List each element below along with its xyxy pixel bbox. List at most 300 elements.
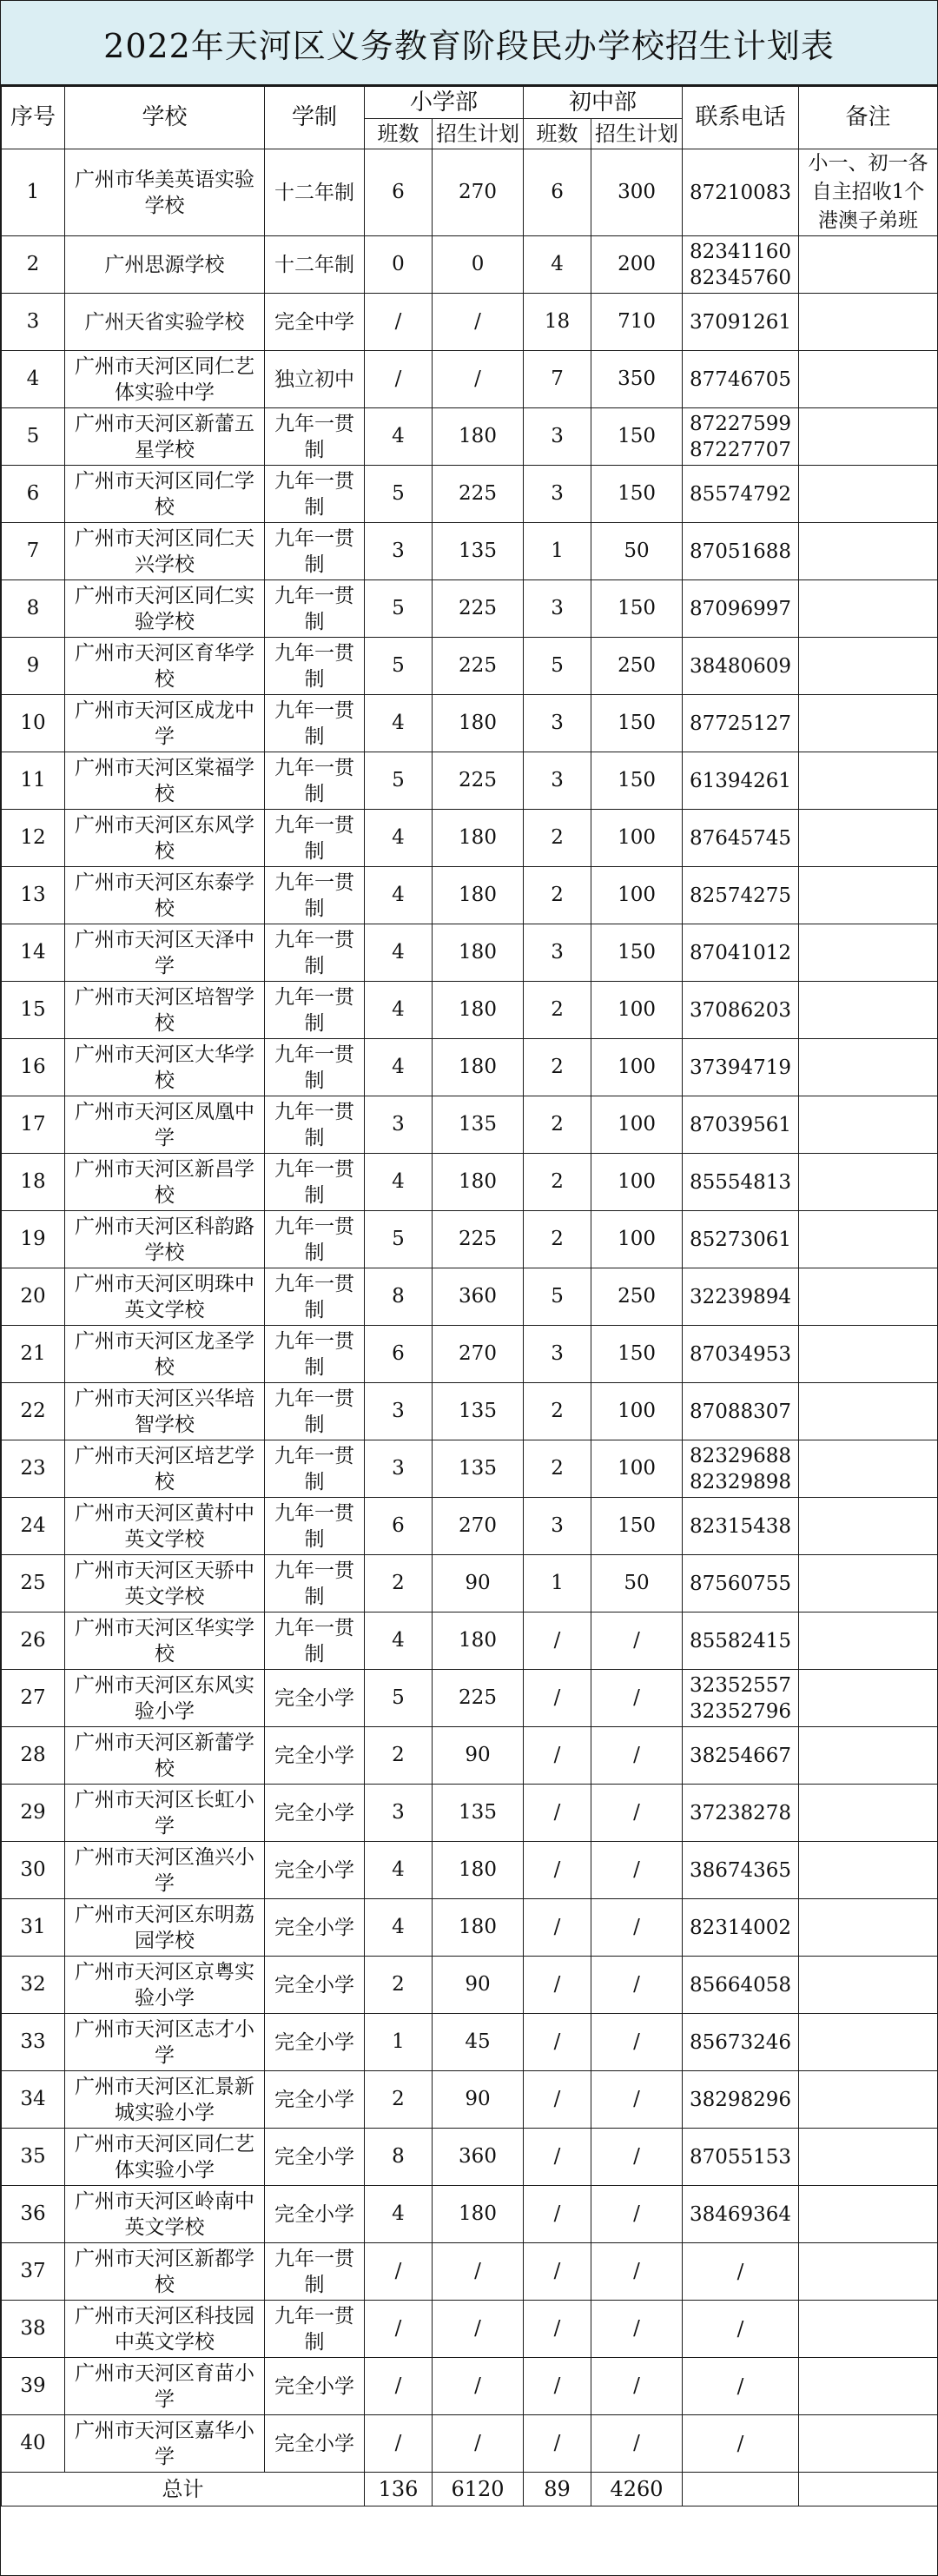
cell-primary-plan: / xyxy=(433,2358,524,2415)
cell-primary-plan: 135 xyxy=(433,1440,524,1498)
header-remark: 备注 xyxy=(799,87,938,149)
cell-remark xyxy=(799,2415,938,2473)
header-middle-classes: 班数 xyxy=(524,119,591,149)
cell-remark xyxy=(799,580,938,638)
cell-no: 9 xyxy=(2,638,65,695)
cell-phone: 87560755 xyxy=(683,1555,799,1612)
cell-no: 14 xyxy=(2,924,65,982)
cell-primary-classes: 5 xyxy=(365,1211,433,1268)
cell-primary-plan: 180 xyxy=(433,408,524,466)
cell-system: 九年一贯制 xyxy=(265,1498,365,1555)
cell-phone: 82574275 xyxy=(683,867,799,924)
table-row xyxy=(2,523,938,580)
cell-primary-plan: 180 xyxy=(433,1899,524,1957)
cell-no: 11 xyxy=(2,752,65,810)
cell-primary-classes: / xyxy=(365,294,433,351)
cell-system: 九年一贯制 xyxy=(265,2301,365,2358)
cell-no: 20 xyxy=(2,1268,65,1326)
table-row xyxy=(2,580,938,638)
cell-school: 广州市天河区京粤实验小学 xyxy=(65,1957,265,2014)
cell-primary-classes: 0 xyxy=(365,236,433,294)
cell-primary-classes: 6 xyxy=(365,1326,433,1383)
cell-no: 34 xyxy=(2,2071,65,2129)
cell-primary-plan: 180 xyxy=(433,1842,524,1899)
cell-middle-plan: 300 xyxy=(591,149,683,236)
cell-remark xyxy=(799,1498,938,1555)
header-phone: 联系电话 xyxy=(683,87,799,149)
cell-primary-classes: / xyxy=(365,351,433,408)
cell-middle-classes: 2 xyxy=(524,1039,591,1096)
cell-system: 完全小学 xyxy=(265,2014,365,2071)
cell-middle-plan: 150 xyxy=(591,1326,683,1383)
cell-middle-plan: 200 xyxy=(591,236,683,294)
cell-remark xyxy=(799,1039,938,1096)
cell-remark xyxy=(799,810,938,867)
cell-no: 29 xyxy=(2,1785,65,1842)
cell-phone: / xyxy=(683,2301,799,2358)
cell-no: 31 xyxy=(2,1899,65,1957)
cell-system: 九年一贯制 xyxy=(265,982,365,1039)
cell-remark xyxy=(799,695,938,752)
cell-system: 九年一贯制 xyxy=(265,695,365,752)
cell-primary-plan: 180 xyxy=(433,810,524,867)
total-middle-classes: 89 xyxy=(524,2473,591,2506)
cell-primary-plan: 180 xyxy=(433,1154,524,1211)
cell-primary-classes: / xyxy=(365,2301,433,2358)
cell-system: 九年一贯制 xyxy=(265,408,365,466)
cell-primary-plan: 360 xyxy=(433,2129,524,2186)
cell-phone: 82329688 82329898 xyxy=(683,1440,799,1498)
cell-primary-classes: 5 xyxy=(365,466,433,523)
cell-phone: 85673246 xyxy=(683,2014,799,2071)
cell-middle-plan: 150 xyxy=(591,695,683,752)
cell-middle-plan: / xyxy=(591,1670,683,1727)
cell-system: 九年一贯制 xyxy=(265,1154,365,1211)
cell-school: 广州市天河区黄村中英文学校 xyxy=(65,1498,265,1555)
cell-primary-plan: 90 xyxy=(433,1727,524,1785)
cell-no: 5 xyxy=(2,408,65,466)
cell-phone: 82314002 xyxy=(683,1899,799,1957)
cell-remark xyxy=(799,2186,938,2243)
cell-phone: 85664058 xyxy=(683,1957,799,2014)
cell-system: 十二年制 xyxy=(265,236,365,294)
cell-middle-classes: / xyxy=(524,2014,591,2071)
cell-system: 九年一贯制 xyxy=(265,1326,365,1383)
cell-system: 九年一贯制 xyxy=(265,924,365,982)
cell-phone: / xyxy=(683,2243,799,2301)
cell-primary-plan: 270 xyxy=(433,1326,524,1383)
cell-school: 广州市天河区同仁学校 xyxy=(65,466,265,523)
table-row xyxy=(2,924,938,982)
header-middle: 初中部 xyxy=(524,87,683,119)
cell-primary-classes: 4 xyxy=(365,982,433,1039)
header-school: 学校 xyxy=(65,87,265,149)
cell-primary-plan: / xyxy=(433,294,524,351)
cell-middle-classes: 3 xyxy=(524,466,591,523)
header-primary: 小学部 xyxy=(365,87,524,119)
cell-remark xyxy=(799,1326,938,1383)
cell-remark xyxy=(799,351,938,408)
table-title-text: 2022年天河区义务教育阶段民办学校招生计划表 xyxy=(103,26,835,65)
cell-school: 广州市天河区志才小学 xyxy=(65,2014,265,2071)
table-row xyxy=(2,1039,938,1096)
cell-phone: 87210083 xyxy=(683,149,799,236)
cell-primary-classes: 1 xyxy=(365,2014,433,2071)
cell-middle-classes: 3 xyxy=(524,924,591,982)
cell-middle-plan: / xyxy=(591,1727,683,1785)
cell-primary-classes: 3 xyxy=(365,1785,433,1842)
cell-primary-classes: / xyxy=(365,2243,433,2301)
cell-phone: 37238278 xyxy=(683,1785,799,1842)
cell-remark xyxy=(799,466,938,523)
table-row xyxy=(2,638,938,695)
cell-school: 广州市天河区同仁艺体实验中学 xyxy=(65,351,265,408)
cell-primary-plan: / xyxy=(433,2301,524,2358)
cell-primary-plan: 135 xyxy=(433,1383,524,1440)
table-row xyxy=(2,1670,938,1727)
table-row xyxy=(2,1727,938,1785)
cell-middle-plan: / xyxy=(591,2358,683,2415)
cell-no: 40 xyxy=(2,2415,65,2473)
cell-middle-plan: 100 xyxy=(591,1039,683,1096)
cell-primary-plan: 135 xyxy=(433,523,524,580)
cell-remark xyxy=(799,2071,938,2129)
cell-middle-classes: 2 xyxy=(524,1211,591,1268)
cell-school: 广州市天河区东明荔园学校 xyxy=(65,1899,265,1957)
cell-middle-plan: 100 xyxy=(591,1383,683,1440)
cell-system: 九年一贯制 xyxy=(265,1039,365,1096)
cell-remark xyxy=(799,924,938,982)
table-row xyxy=(2,2186,938,2243)
cell-primary-plan: 225 xyxy=(433,1211,524,1268)
cell-school: 广州市天河区兴华培智学校 xyxy=(65,1383,265,1440)
cell-school: 广州市天河区成龙中学 xyxy=(65,695,265,752)
cell-primary-classes: 3 xyxy=(365,523,433,580)
cell-middle-classes: 2 xyxy=(524,1440,591,1498)
cell-school: 广州市天河区嘉华小学 xyxy=(65,2415,265,2473)
cell-no: 32 xyxy=(2,1957,65,2014)
cell-phone: 38254667 xyxy=(683,1727,799,1785)
cell-primary-classes: 8 xyxy=(365,1268,433,1326)
cell-school: 广州市天河区棠福学校 xyxy=(65,752,265,810)
cell-middle-plan: / xyxy=(591,2186,683,2243)
cell-system: 九年一贯制 xyxy=(265,638,365,695)
cell-school: 广州思源学校 xyxy=(65,236,265,294)
cell-primary-plan: 135 xyxy=(433,1785,524,1842)
cell-phone: 87096997 xyxy=(683,580,799,638)
cell-school: 广州市天河区华实学校 xyxy=(65,1612,265,1670)
header-primary-plan: 招生计划 xyxy=(433,119,524,149)
cell-primary-classes: 2 xyxy=(365,1957,433,2014)
cell-remark xyxy=(799,1268,938,1326)
cell-primary-plan: / xyxy=(433,2415,524,2473)
cell-primary-classes: 5 xyxy=(365,580,433,638)
table-row xyxy=(2,695,938,752)
cell-primary-classes: 5 xyxy=(365,752,433,810)
cell-primary-classes: 6 xyxy=(365,1498,433,1555)
cell-no: 2 xyxy=(2,236,65,294)
cell-middle-plan: 100 xyxy=(591,1096,683,1154)
cell-system: 完全小学 xyxy=(265,1670,365,1727)
cell-middle-plan: 150 xyxy=(591,466,683,523)
cell-primary-classes: / xyxy=(365,2358,433,2415)
cell-middle-classes: 5 xyxy=(524,638,591,695)
cell-middle-classes: 2 xyxy=(524,867,591,924)
total-phone-empty xyxy=(683,2473,799,2506)
cell-middle-classes: 3 xyxy=(524,695,591,752)
total-primary-plan: 6120 xyxy=(433,2473,524,2506)
cell-primary-classes: 4 xyxy=(365,1842,433,1899)
total-label: 总计 xyxy=(2,2473,365,2506)
cell-phone: 87088307 xyxy=(683,1383,799,1440)
cell-middle-plan: 150 xyxy=(591,924,683,982)
cell-remark xyxy=(799,1555,938,1612)
cell-school: 广州市天河区东风学校 xyxy=(65,810,265,867)
cell-middle-classes: 6 xyxy=(524,149,591,236)
cell-system: 完全小学 xyxy=(265,1727,365,1785)
cell-no: 30 xyxy=(2,1842,65,1899)
cell-system: 九年一贯制 xyxy=(265,1555,365,1612)
cell-middle-plan: 100 xyxy=(591,1154,683,1211)
cell-middle-plan: 100 xyxy=(591,982,683,1039)
cell-phone: 38469364 xyxy=(683,2186,799,2243)
table-row xyxy=(2,752,938,810)
cell-phone: 82315438 xyxy=(683,1498,799,1555)
cell-middle-classes: / xyxy=(524,1670,591,1727)
cell-primary-classes: 4 xyxy=(365,1039,433,1096)
cell-phone: 87034953 xyxy=(683,1326,799,1383)
cell-middle-plan: 100 xyxy=(591,867,683,924)
cell-system: 九年一贯制 xyxy=(265,1268,365,1326)
table-row xyxy=(2,2071,938,2129)
cell-remark xyxy=(799,867,938,924)
cell-middle-plan: / xyxy=(591,1842,683,1899)
cell-phone: 87725127 xyxy=(683,695,799,752)
cell-remark xyxy=(799,752,938,810)
table-row xyxy=(2,1899,938,1957)
cell-primary-classes: 8 xyxy=(365,2129,433,2186)
cell-remark xyxy=(799,1899,938,1957)
cell-middle-classes: / xyxy=(524,1785,591,1842)
cell-remark xyxy=(799,1440,938,1498)
cell-primary-plan: 45 xyxy=(433,2014,524,2071)
cell-phone: 87041012 xyxy=(683,924,799,982)
cell-no: 39 xyxy=(2,2358,65,2415)
cell-no: 12 xyxy=(2,810,65,867)
cell-middle-classes: / xyxy=(524,1727,591,1785)
table-row xyxy=(2,982,938,1039)
cell-phone: 87051688 xyxy=(683,523,799,580)
table-row xyxy=(2,1440,938,1498)
cell-remark xyxy=(799,1727,938,1785)
cell-middle-classes: / xyxy=(524,2071,591,2129)
cell-middle-classes: 3 xyxy=(524,752,591,810)
cell-primary-plan: 180 xyxy=(433,1039,524,1096)
cell-phone: 87645745 xyxy=(683,810,799,867)
cell-school: 广州市天河区同仁艺体实验小学 xyxy=(65,2129,265,2186)
table-row xyxy=(2,1268,938,1326)
cell-system: 完全小学 xyxy=(265,2186,365,2243)
cell-school: 广州市天河区科技园中英文学校 xyxy=(65,2301,265,2358)
cell-middle-classes: / xyxy=(524,2358,591,2415)
cell-no: 6 xyxy=(2,466,65,523)
cell-middle-plan: 100 xyxy=(591,1211,683,1268)
cell-no: 22 xyxy=(2,1383,65,1440)
cell-middle-plan: 100 xyxy=(591,810,683,867)
cell-middle-plan: 150 xyxy=(591,580,683,638)
cell-school: 广州市天河区明珠中英文学校 xyxy=(65,1268,265,1326)
total-row xyxy=(2,2473,938,2506)
cell-primary-plan: 360 xyxy=(433,1268,524,1326)
cell-middle-classes: / xyxy=(524,1957,591,2014)
cell-system: 完全小学 xyxy=(265,2415,365,2473)
cell-system: 九年一贯制 xyxy=(265,580,365,638)
cell-remark xyxy=(799,982,938,1039)
cell-remark xyxy=(799,2358,938,2415)
cell-phone: 85574792 xyxy=(683,466,799,523)
cell-system: 独立初中 xyxy=(265,351,365,408)
cell-middle-plan: / xyxy=(591,1957,683,2014)
cell-no: 26 xyxy=(2,1612,65,1670)
cell-no: 35 xyxy=(2,2129,65,2186)
table-row xyxy=(2,2358,938,2415)
cell-phone: 87039561 xyxy=(683,1096,799,1154)
cell-system: 九年一贯制 xyxy=(265,867,365,924)
cell-middle-plan: 150 xyxy=(591,752,683,810)
header-system: 学制 xyxy=(265,87,365,149)
cell-primary-classes: 4 xyxy=(365,695,433,752)
cell-phone: 37086203 xyxy=(683,982,799,1039)
cell-middle-plan: / xyxy=(591,2014,683,2071)
cell-system: 九年一贯制 xyxy=(265,752,365,810)
cell-school: 广州市天河区天泽中学 xyxy=(65,924,265,982)
cell-middle-classes: 3 xyxy=(524,408,591,466)
cell-primary-plan: / xyxy=(433,2243,524,2301)
cell-primary-classes: 5 xyxy=(365,1670,433,1727)
cell-primary-plan: 225 xyxy=(433,580,524,638)
cell-primary-classes: 4 xyxy=(365,1612,433,1670)
cell-no: 23 xyxy=(2,1440,65,1498)
cell-remark xyxy=(799,1096,938,1154)
enrollment-table xyxy=(1,86,938,2506)
cell-middle-plan: / xyxy=(591,2301,683,2358)
cell-primary-plan: 180 xyxy=(433,695,524,752)
cell-remark xyxy=(799,294,938,351)
cell-remark xyxy=(799,1785,938,1842)
cell-no: 21 xyxy=(2,1326,65,1383)
header-no: 序号 xyxy=(2,87,65,149)
cell-middle-classes: / xyxy=(524,2129,591,2186)
cell-no: 8 xyxy=(2,580,65,638)
table-footer xyxy=(2,2473,938,2506)
cell-school: 广州天省实验学校 xyxy=(65,294,265,351)
cell-no: 27 xyxy=(2,1670,65,1727)
cell-school: 广州市天河区东泰学校 xyxy=(65,867,265,924)
table-row xyxy=(2,351,938,408)
cell-no: 15 xyxy=(2,982,65,1039)
cell-remark xyxy=(799,2243,938,2301)
cell-primary-classes: 3 xyxy=(365,1383,433,1440)
cell-phone: 38480609 xyxy=(683,638,799,695)
cell-primary-classes: 4 xyxy=(365,924,433,982)
cell-primary-plan: 225 xyxy=(433,466,524,523)
cell-middle-plan: / xyxy=(591,2071,683,2129)
cell-primary-plan: 225 xyxy=(433,638,524,695)
table-row xyxy=(2,466,938,523)
cell-school: 广州市天河区同仁天兴学校 xyxy=(65,523,265,580)
cell-remark xyxy=(799,1154,938,1211)
cell-primary-plan: 225 xyxy=(433,752,524,810)
cell-system: 九年一贯制 xyxy=(265,1612,365,1670)
cell-school: 广州市华美英语实验学校 xyxy=(65,149,265,236)
cell-phone: 87746705 xyxy=(683,351,799,408)
cell-no: 17 xyxy=(2,1096,65,1154)
cell-no: 36 xyxy=(2,2186,65,2243)
cell-school: 广州市天河区东风实验小学 xyxy=(65,1670,265,1727)
cell-primary-plan: 90 xyxy=(433,1555,524,1612)
table-row xyxy=(2,294,938,351)
cell-primary-classes: 2 xyxy=(365,2071,433,2129)
cell-remark xyxy=(799,1670,938,1727)
cell-no: 28 xyxy=(2,1727,65,1785)
cell-middle-plan: 50 xyxy=(591,1555,683,1612)
cell-middle-classes: / xyxy=(524,1612,591,1670)
cell-school: 广州市天河区岭南中英文学校 xyxy=(65,2186,265,2243)
cell-system: 九年一贯制 xyxy=(265,1383,365,1440)
cell-system: 九年一贯制 xyxy=(265,1096,365,1154)
cell-primary-plan: 270 xyxy=(433,1498,524,1555)
table-row xyxy=(2,1957,938,2014)
table-row xyxy=(2,1498,938,1555)
cell-no: 38 xyxy=(2,2301,65,2358)
cell-primary-classes: 4 xyxy=(365,408,433,466)
total-primary-classes: 136 xyxy=(365,2473,433,2506)
cell-school: 广州市天河区新蕾学校 xyxy=(65,1727,265,1785)
cell-phone: 87227599 87227707 xyxy=(683,408,799,466)
cell-middle-plan: / xyxy=(591,2415,683,2473)
table-row xyxy=(2,149,938,236)
cell-system: 完全小学 xyxy=(265,1957,365,2014)
cell-system: 十二年制 xyxy=(265,149,365,236)
cell-primary-classes: 4 xyxy=(365,2186,433,2243)
cell-middle-classes: / xyxy=(524,1899,591,1957)
cell-school: 广州市天河区育苗小学 xyxy=(65,2358,265,2415)
cell-no: 19 xyxy=(2,1211,65,1268)
table-row xyxy=(2,1096,938,1154)
cell-system: 完全小学 xyxy=(265,2358,365,2415)
cell-middle-classes: 5 xyxy=(524,1268,591,1326)
cell-primary-plan: / xyxy=(433,351,524,408)
cell-school: 广州市天河区长虹小学 xyxy=(65,1785,265,1842)
cell-school: 广州市天河区凤凰中学 xyxy=(65,1096,265,1154)
cell-primary-classes: 5 xyxy=(365,638,433,695)
cell-middle-classes: / xyxy=(524,2243,591,2301)
cell-primary-classes: / xyxy=(365,2415,433,2473)
cell-no: 3 xyxy=(2,294,65,351)
cell-school: 广州市天河区新昌学校 xyxy=(65,1154,265,1211)
cell-system: 完全小学 xyxy=(265,1785,365,1842)
cell-primary-plan: 270 xyxy=(433,149,524,236)
cell-phone: 82341160 82345760 xyxy=(683,236,799,294)
cell-school: 广州市天河区汇景新城实验小学 xyxy=(65,2071,265,2129)
cell-middle-classes: 2 xyxy=(524,1096,591,1154)
cell-remark xyxy=(799,408,938,466)
table-row xyxy=(2,408,938,466)
cell-no: 1 xyxy=(2,149,65,236)
cell-primary-classes: 2 xyxy=(365,1555,433,1612)
cell-phone: / xyxy=(683,2358,799,2415)
cell-phone: 32239894 xyxy=(683,1268,799,1326)
